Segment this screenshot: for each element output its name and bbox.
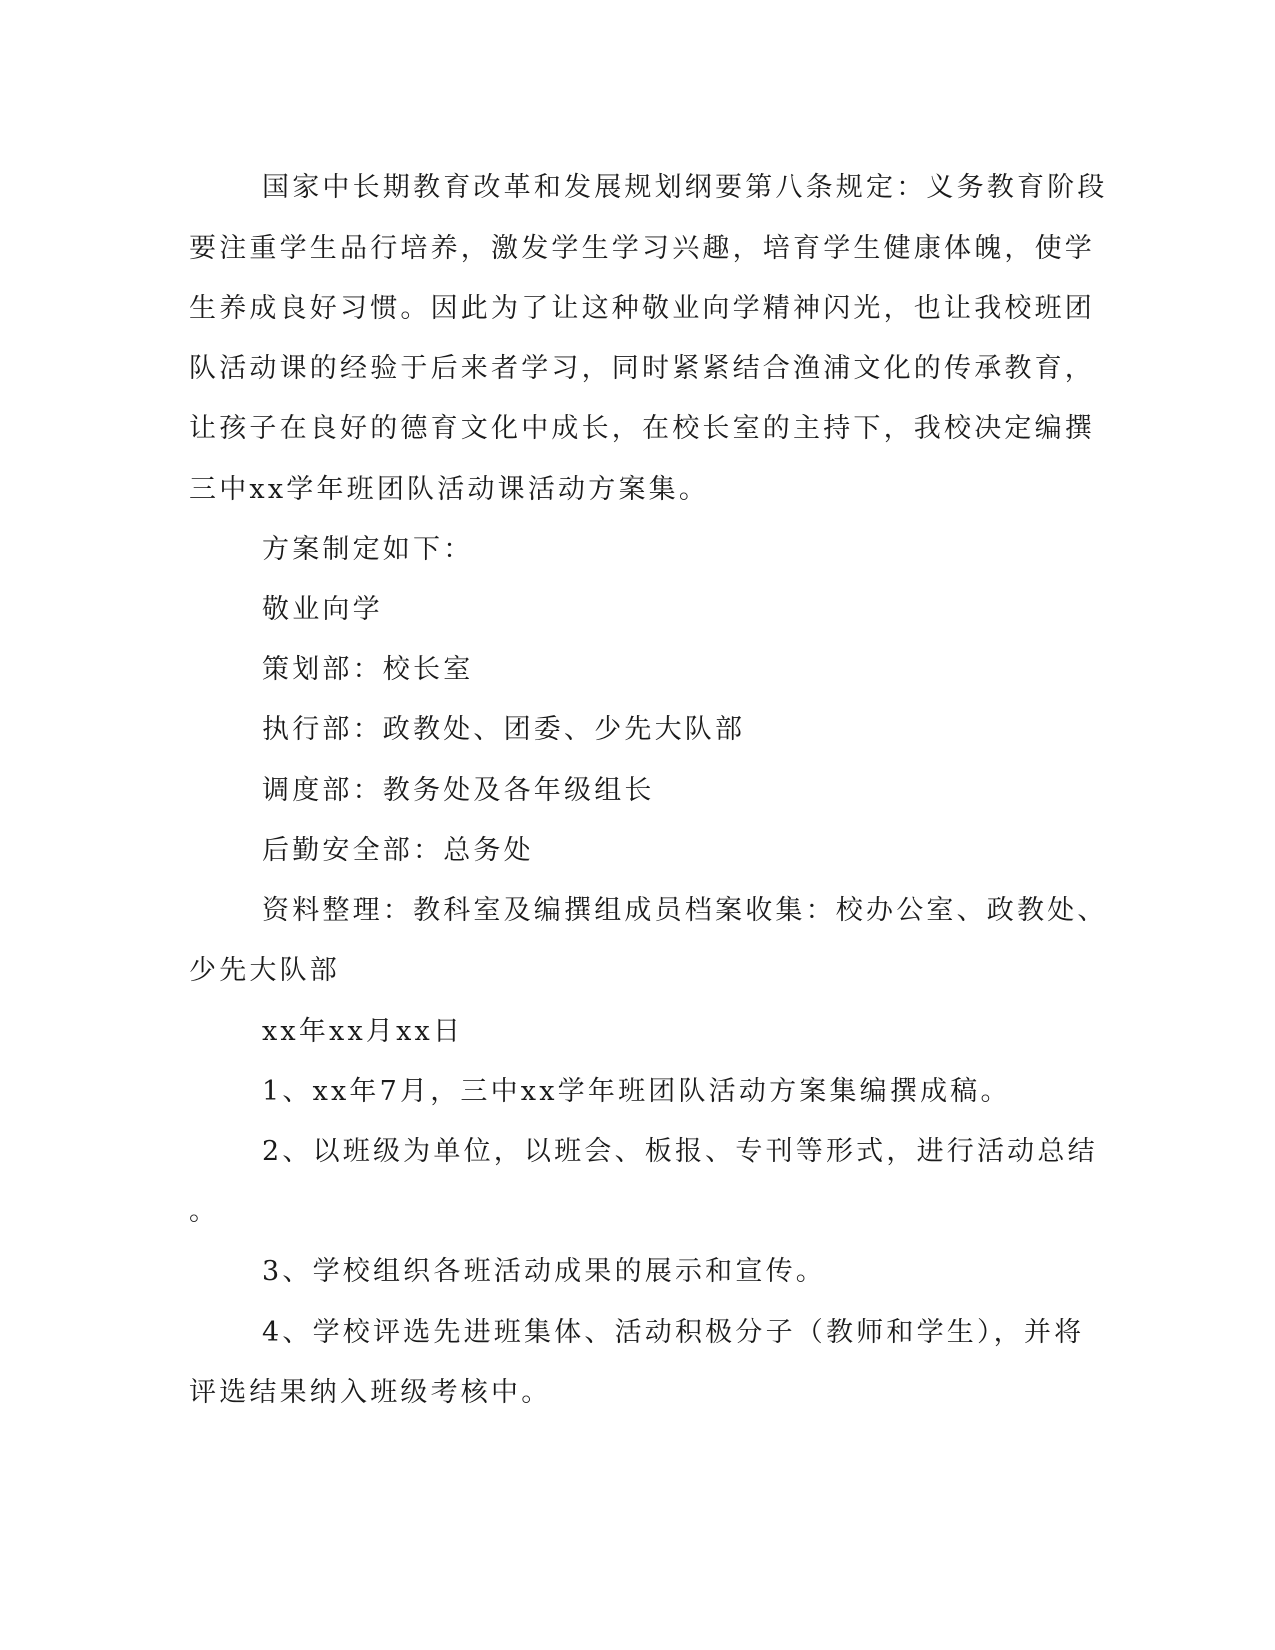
- logistics-dept-line: 后勤安全部：总务处: [262, 835, 534, 866]
- date-line: xx年xx月xx日: [262, 1016, 464, 1047]
- list-item-4-line-2: 评选结果纳入班级考核中。: [189, 1377, 552, 1408]
- paragraph-intro-line-2: 要注重学生品行培养，激发学生学习兴趣，培育学生健康体魄，使学: [189, 233, 1095, 264]
- plan-heading: 方案制定如下：: [262, 534, 474, 565]
- paragraph-intro-line-1: 国家中长期教育改革和发展规划纲要第八条规定：义务教育阶段: [262, 172, 1108, 203]
- materials-line-2: 少先大队部: [189, 955, 340, 986]
- list-item-3: 3、学校组织各班活动成果的展示和宣传。: [262, 1256, 826, 1287]
- list-item-2-line-2: 。: [189, 1196, 220, 1227]
- theme-line: 敬业向学: [262, 594, 383, 625]
- planning-dept-line: 策划部：校长室: [262, 654, 474, 685]
- list-item-1: 1、xx年7月，三中xx学年班团队活动方案集编撰成稿。: [262, 1076, 1011, 1107]
- paragraph-intro-line-6: 三中xx学年班团队活动课活动方案集。: [189, 474, 710, 505]
- paragraph-intro-line-4: 队活动课的经验于后来者学习，同时紧紧结合渔浦文化的传承教育，: [189, 353, 1095, 384]
- list-item-4-line-1: 4、学校评选先进班集体、活动积极分子（教师和学生），并将: [262, 1317, 1085, 1348]
- execution-dept-line: 执行部：政教处、团委、少先大队部: [262, 714, 746, 745]
- paragraph-intro-line-3: 生养成良好习惯。因此为了让这种敬业向学精神闪光，也让我校班团: [189, 293, 1095, 324]
- list-item-2-line-1: 2、以班级为单位，以班会、板报、专刊等形式，进行活动总结: [262, 1136, 1098, 1167]
- dispatch-dept-line: 调度部：教务处及各年级组长: [262, 775, 655, 806]
- materials-line-1: 资料整理：教科室及编撰组成员档案收集：校办公室、政教处、: [262, 895, 1108, 926]
- paragraph-intro-line-5: 让孩子在良好的德育文化中成长，在校长室的主持下，我校决定编撰: [189, 413, 1095, 444]
